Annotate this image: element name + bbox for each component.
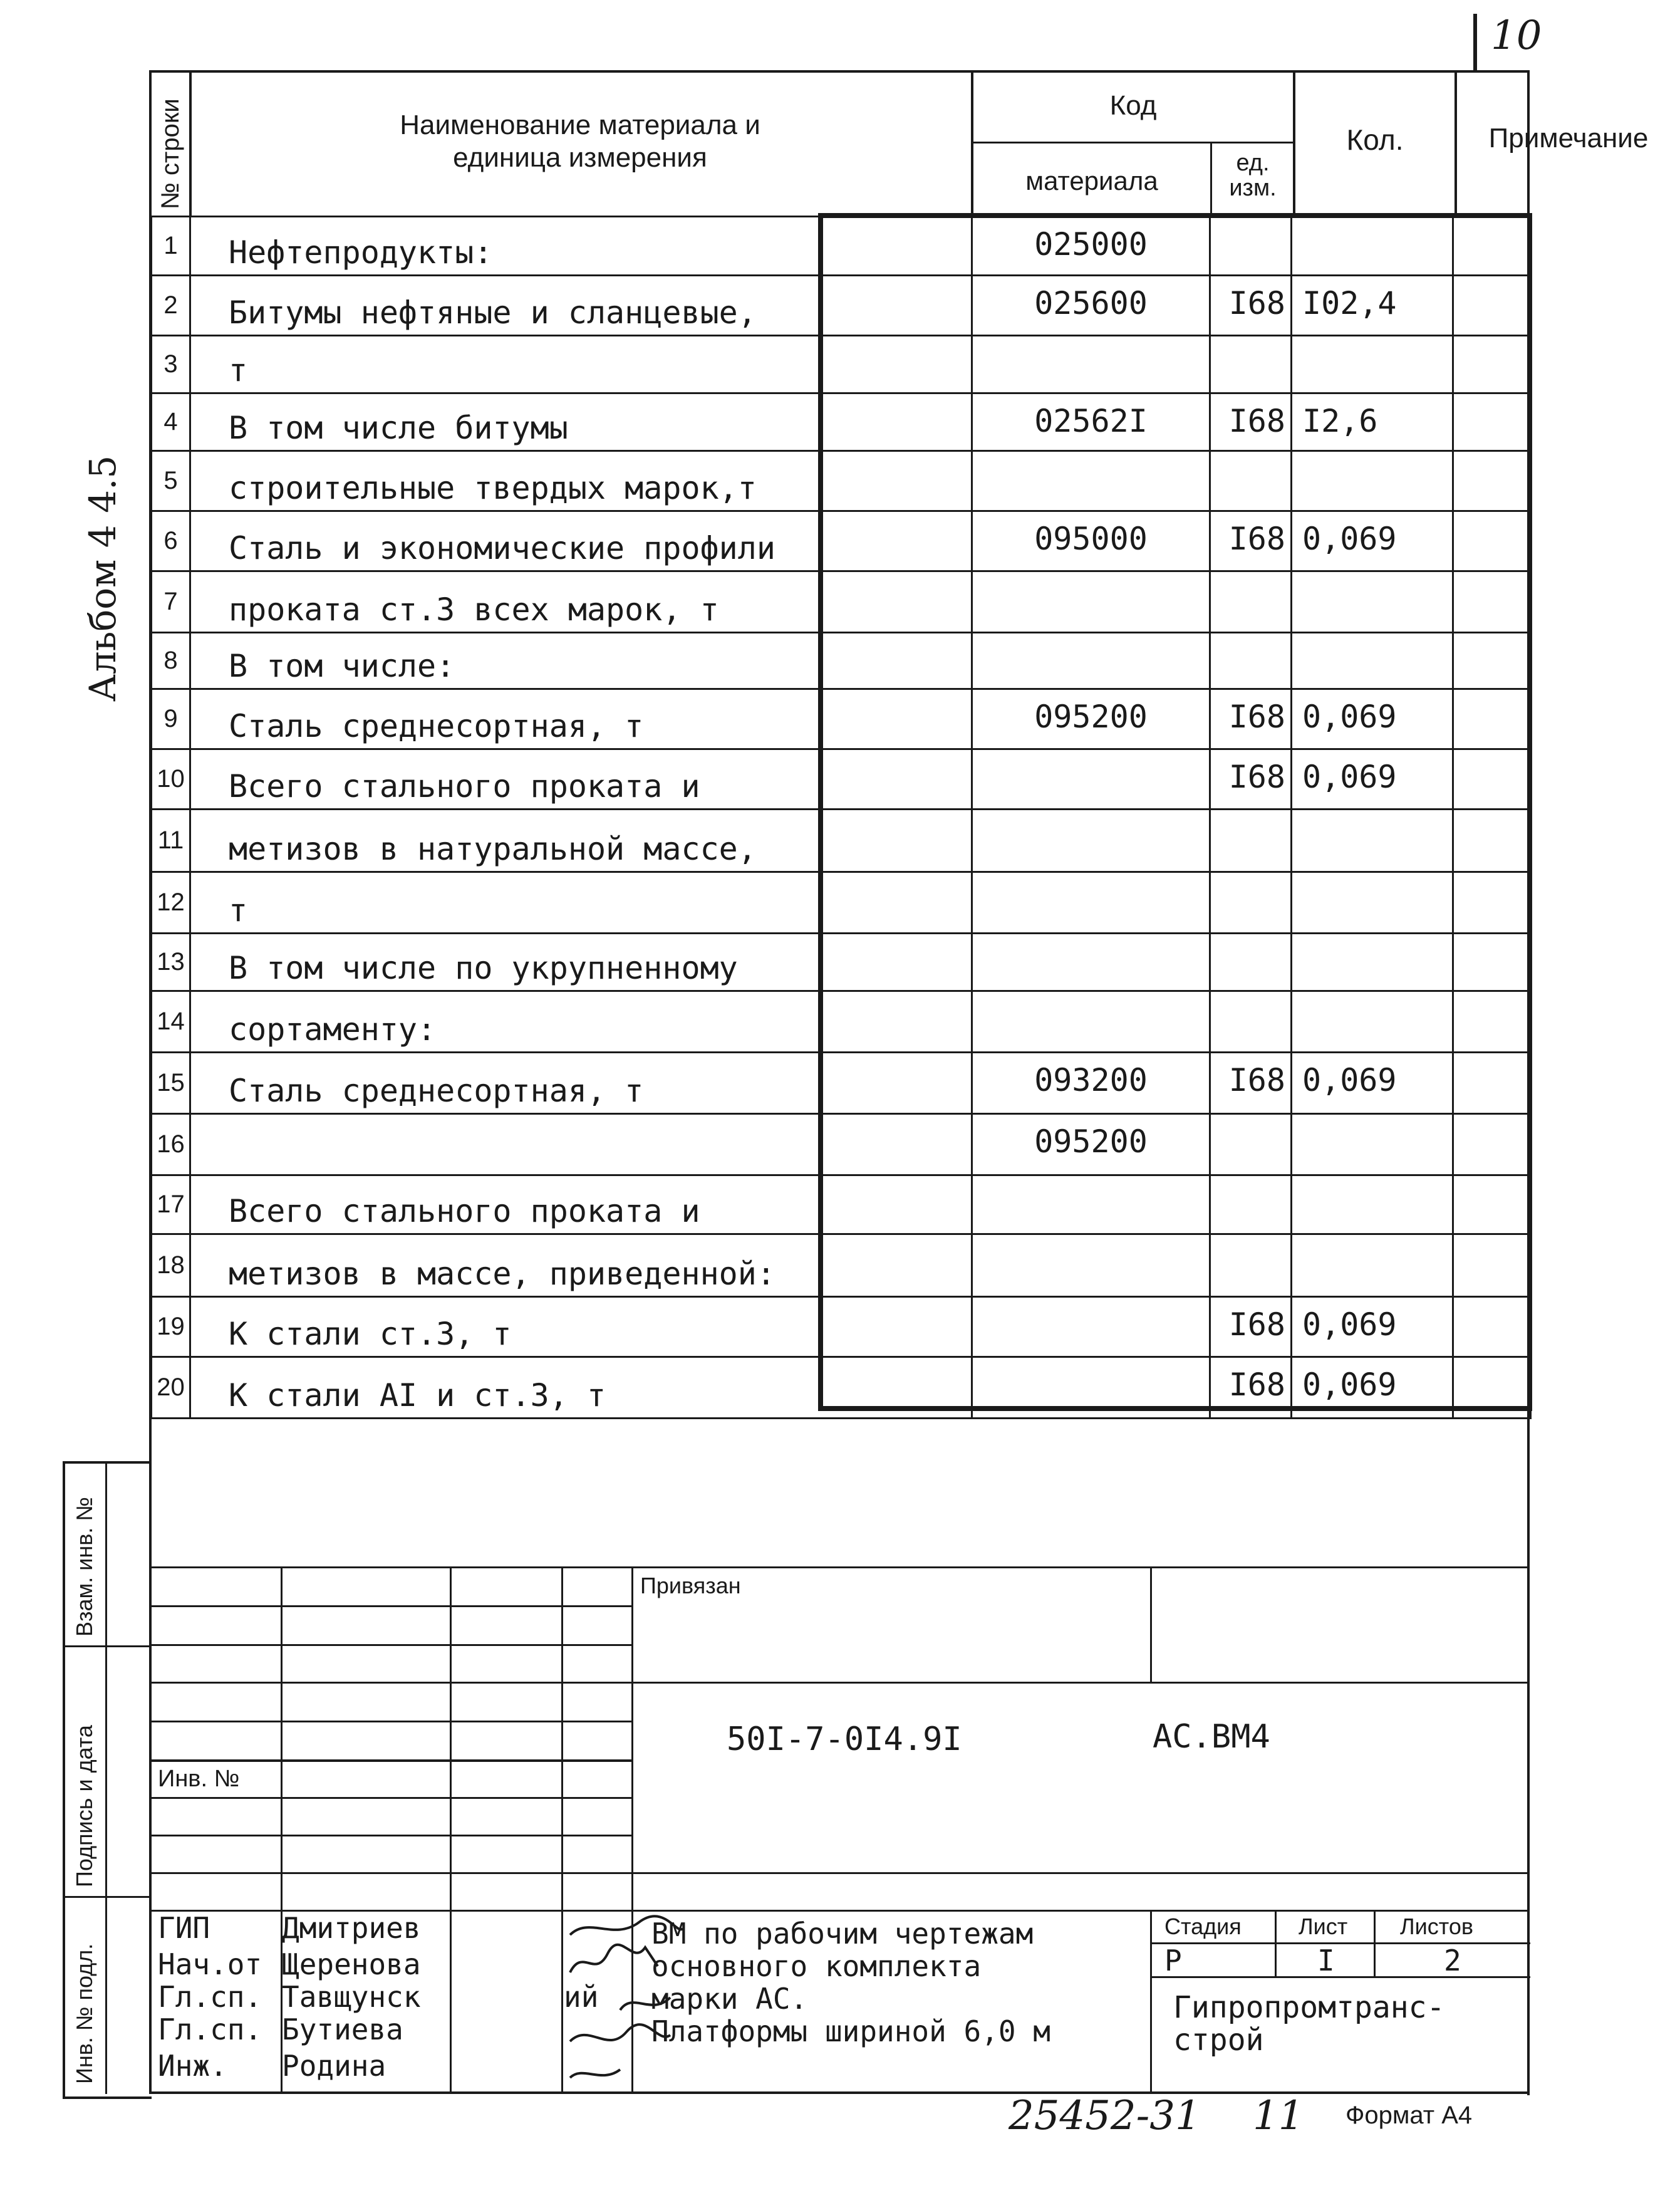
row-number: 19 — [152, 1297, 190, 1357]
stage-col-1 — [1275, 1910, 1277, 1977]
row-name: метизов в массе, приведенной: — [190, 1234, 972, 1297]
inv-no-label: Инв. № — [158, 1766, 240, 1792]
sheets-value: 2 — [1444, 1944, 1461, 1977]
header-name-label: Наименование материала и единица измерения — [400, 110, 760, 173]
person-role-0: ГИП — [158, 1911, 210, 1945]
row-quantity: I02,4 — [1292, 276, 1453, 336]
row-number: 9 — [152, 689, 190, 749]
header-material-label: материала — [1025, 166, 1158, 195]
row-number: 11 — [152, 810, 190, 872]
header-note-label: Примечание — [1488, 123, 1649, 154]
stamp-row-8 — [150, 1872, 1528, 1874]
row-material-code: 02562I — [972, 393, 1210, 451]
row-number: 18 — [152, 1234, 190, 1297]
doc-title-line-2: основного комплекта — [651, 1949, 982, 1983]
sheet-value: I — [1317, 1944, 1335, 1977]
row-quantity: 0,069 — [1292, 1357, 1453, 1419]
row-number: 8 — [152, 633, 190, 689]
row-unit-code: I68 — [1210, 689, 1292, 749]
row-name: Сталь среднесортная, т — [190, 689, 972, 749]
footer-code: 25452-31 — [1009, 2093, 1201, 2139]
row-number: 4 — [152, 393, 190, 451]
doc-code: 50I-7-0I4.9I — [727, 1721, 962, 1758]
header-code-label: Код — [1109, 90, 1157, 121]
doc-title-line-1: ВМ по рабочим чертежам — [651, 1917, 1034, 1951]
stage-col-2 — [1374, 1910, 1376, 1977]
stamp-privyazan-right — [1150, 1566, 1152, 1683]
person-sign-2: ий — [564, 1980, 599, 2014]
person-role-3: Гл.сп. — [158, 2013, 262, 2046]
side-podpis-label: Подпись и дата — [71, 1725, 97, 1887]
row-unit-code: I68 — [1210, 1297, 1292, 1357]
stamp-block — [150, 1566, 1528, 2094]
thick-frame — [818, 213, 1532, 1411]
sheets-label: Листов — [1400, 1914, 1473, 1939]
stamp-row-7 — [150, 1835, 633, 1836]
side-inv-podl-label: Инв. № подл. — [71, 1943, 97, 2084]
row-name: сортаменту: — [190, 991, 972, 1053]
row-name: Всего стального проката и — [190, 749, 972, 810]
sheet-label: Лист — [1299, 1914, 1348, 1939]
row-number: 20 — [152, 1357, 190, 1419]
row-quantity: I2,6 — [1292, 393, 1453, 451]
doc-title-line-3: марки АС. — [651, 1982, 808, 2016]
row-quantity: 0,069 — [1292, 749, 1453, 810]
row-quantity: 0,069 — [1292, 511, 1453, 571]
row-number: 1 — [152, 217, 190, 276]
row-number: 10 — [152, 749, 190, 810]
row-unit-code: I68 — [1210, 511, 1292, 571]
person-name-3: Бутиева — [282, 2013, 403, 2046]
row-name: Всего стального проката и — [190, 1175, 972, 1234]
org-name-line-2: строй — [1173, 2023, 1264, 2058]
row-name: Сталь и экономические профили — [190, 511, 972, 571]
row-name: проката ст.3 всех марок, т — [190, 571, 972, 633]
person-name-2: Тавщунск — [282, 1980, 421, 2014]
row-number: 16 — [152, 1114, 190, 1175]
row-material-code: 095000 — [972, 511, 1210, 571]
stage-value: Р — [1164, 1944, 1182, 1977]
format-label: Формат А4 — [1346, 2102, 1473, 2129]
page-number: 10 — [1491, 13, 1542, 59]
page-number-mark — [1473, 14, 1477, 71]
people-list — [150, 1910, 633, 2091]
header-note — [1457, 71, 1680, 216]
row-name: т — [190, 872, 972, 934]
row-unit-code: I68 — [1210, 1053, 1292, 1114]
row-name: К стали АI и ст.3, т — [190, 1357, 972, 1419]
header-row-no-label: № строки — [157, 98, 184, 209]
album-note: Альбом 4 4.5 — [81, 455, 124, 702]
row-unit-code: I68 — [1210, 749, 1292, 810]
stamp-row-1 — [150, 1605, 633, 1607]
row-number: 7 — [152, 571, 190, 633]
row-unit-code: I68 — [1210, 276, 1292, 336]
row-material-code: 095200 — [972, 689, 1210, 749]
doc-title — [651, 1917, 1050, 2048]
side-strip — [63, 1461, 152, 2099]
privyazan-label: Привязан — [640, 1573, 741, 1598]
header-qty-label: Кол. — [1346, 123, 1404, 156]
side-div-1 — [65, 1645, 152, 1647]
person-name-0: Дмитриев — [282, 1911, 421, 1945]
header-qty — [1295, 71, 1457, 216]
side-strip-inner — [105, 1464, 107, 2094]
person-role-1: Нач.от — [158, 1947, 262, 1981]
org-name-line-1: Гипропромтранс- — [1173, 1990, 1445, 2025]
stamp-row-3 — [150, 1682, 1528, 1684]
row-material-code: 093200 — [972, 1053, 1210, 1114]
row-number: 14 — [152, 991, 190, 1053]
row-quantity: 0,069 — [1292, 1053, 1453, 1114]
stage-row-line-2 — [1152, 1976, 1530, 1978]
stage-row-line — [1152, 1942, 1530, 1944]
row-unit-code: I68 — [1210, 393, 1292, 451]
row-name: В том числе битумы — [190, 393, 972, 451]
stage-block — [1150, 1910, 1530, 2093]
row-material-code: 095200 — [972, 1114, 1210, 1175]
header-name — [192, 71, 973, 216]
stamp-row-2 — [150, 1644, 633, 1646]
row-name: В том числе по укрупненному — [190, 934, 972, 991]
row-material-code: 025000 — [972, 217, 1210, 276]
header-row-no — [150, 71, 192, 216]
row-name: К стали ст.3, т — [190, 1297, 972, 1357]
stamp-row-6 — [150, 1797, 633, 1799]
footer-num: 11 — [1253, 2093, 1304, 2139]
row-quantity: 0,069 — [1292, 689, 1453, 749]
row-number: 15 — [152, 1053, 190, 1114]
row-number: 5 — [152, 451, 190, 511]
doc-title-line-4: Платформы шириной 6,0 м — [651, 2014, 1050, 2048]
row-number: 2 — [152, 276, 190, 336]
row-name: строительные твердых марок,т — [190, 451, 972, 511]
row-number: 13 — [152, 934, 190, 991]
row-number: 6 — [152, 511, 190, 571]
row-unit-code: I68 — [1210, 1357, 1292, 1419]
person-role-4: Инж. — [158, 2049, 227, 2083]
person-role-2: Гл.сп. — [158, 1980, 262, 2014]
row-name: Нефтепродукты: — [190, 217, 972, 276]
org-name — [1173, 1991, 1444, 2056]
row-material-code: 025600 — [972, 276, 1210, 336]
person-name-1: Щеренова — [282, 1947, 421, 1981]
header-code — [973, 71, 1295, 216]
row-number: 12 — [152, 872, 190, 934]
row-name: В том числе: — [190, 633, 972, 689]
row-name: Битумы нефтяные и сланцевые, — [190, 276, 972, 336]
stamp-row-4 — [150, 1721, 633, 1722]
header-unit-label: ед. изм. — [1229, 150, 1277, 201]
stage-label: Стадия — [1164, 1914, 1242, 1939]
row-number: 3 — [152, 336, 190, 393]
row-quantity: 0,069 — [1292, 1297, 1453, 1357]
row-name: метизов в натуральной массе, — [190, 810, 972, 872]
doc-mark: АС.ВМ4 — [1153, 1718, 1270, 1756]
row-name: Сталь среднесортная, т — [190, 1053, 972, 1114]
row-number: 17 — [152, 1175, 190, 1234]
table-header — [150, 71, 1649, 216]
stamp-row-5 — [150, 1759, 633, 1762]
side-div-2 — [65, 1896, 152, 1898]
row-name: т — [190, 336, 972, 393]
person-name-4: Родина — [282, 2049, 386, 2083]
side-vzam-label: Взам. инв. № — [71, 1496, 97, 1637]
header-material — [973, 143, 1212, 216]
